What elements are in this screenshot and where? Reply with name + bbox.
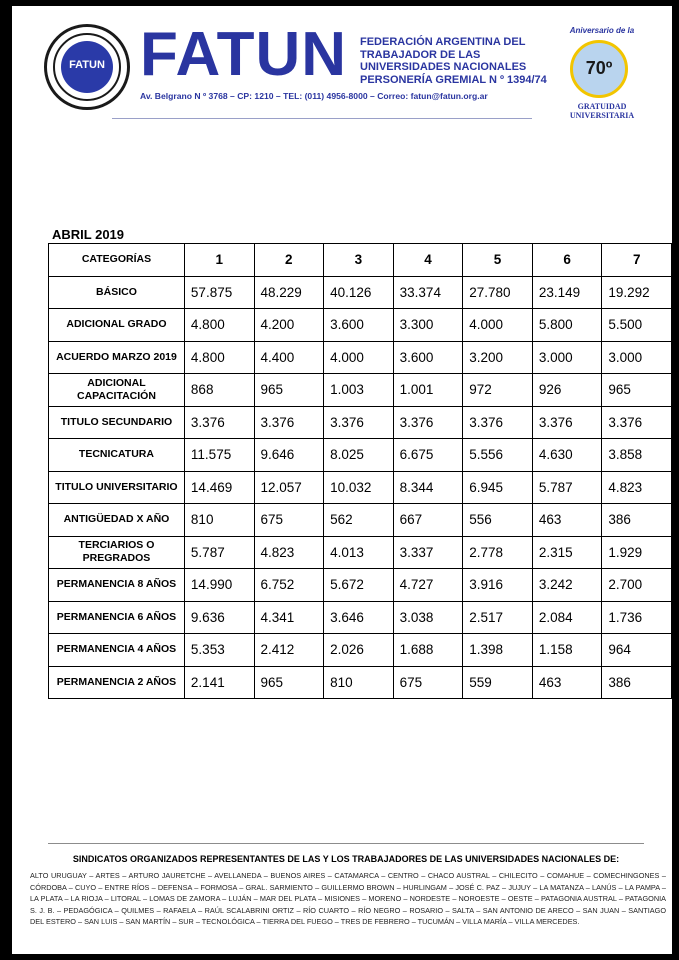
table-cell: 810 <box>184 504 254 537</box>
header-divider <box>112 118 532 119</box>
table-title: ABRIL 2019 <box>52 227 125 242</box>
header-category-5: 5 <box>463 244 533 277</box>
table-cell: 2.412 <box>254 634 324 667</box>
federation-line: FEDERACIÓN ARGENTINA DEL <box>360 36 526 48</box>
table-cell: 3.000 <box>602 341 672 374</box>
header-category-3: 3 <box>324 244 394 277</box>
table-cell: 1.158 <box>532 634 602 667</box>
table-cell: 3.376 <box>602 406 672 439</box>
table-cell: 3.600 <box>324 309 394 342</box>
table-cell: 4.341 <box>254 601 324 634</box>
row-label: TITULO SECUNDARIO <box>49 406 185 439</box>
brand-title: FATUN <box>140 20 348 89</box>
row-label: PERMANENCIA 6 AÑOS <box>49 601 185 634</box>
scan-edge <box>0 0 8 320</box>
row-label: TECNICATURA <box>49 439 185 472</box>
table-cell: 10.032 <box>324 471 394 504</box>
table-row <box>49 666 672 699</box>
table-cell: 2.700 <box>602 569 672 602</box>
row-label: ACUERDO MARZO 2019 <box>49 341 185 374</box>
table-cell: 6.945 <box>463 471 533 504</box>
table-row <box>49 341 672 374</box>
table-row <box>49 634 672 667</box>
table-row <box>49 406 672 439</box>
federation-name <box>360 36 547 86</box>
table-cell: 3.300 <box>393 309 463 342</box>
table-cell: 48.229 <box>254 276 324 309</box>
row-label: ADICIONAL GRADO <box>49 309 185 342</box>
table-cell: 5.500 <box>602 309 672 342</box>
table-cell: 27.780 <box>463 276 533 309</box>
table-cell: 3.600 <box>393 341 463 374</box>
table-cell: 3.038 <box>393 601 463 634</box>
table-cell: 4.727 <box>393 569 463 602</box>
table-cell: 2.517 <box>463 601 533 634</box>
table-cell: 868 <box>184 374 254 407</box>
table-cell: 57.875 <box>184 276 254 309</box>
table-cell: 5.672 <box>324 569 394 602</box>
table-cell: 3.376 <box>184 406 254 439</box>
table-cell: 4.200 <box>254 309 324 342</box>
table-header-row <box>49 244 672 277</box>
row-label: ADICIONAL CAPACITACIÓN <box>49 374 185 407</box>
table-cell: 4.013 <box>324 536 394 569</box>
table-cell: 386 <box>602 666 672 699</box>
table-row <box>49 439 672 472</box>
table-cell: 4.800 <box>184 341 254 374</box>
table-cell: 4.000 <box>324 341 394 374</box>
table-cell: 3.337 <box>393 536 463 569</box>
header-category-2: 2 <box>254 244 324 277</box>
row-label: BÁSICO <box>49 276 185 309</box>
table-cell: 8.344 <box>393 471 463 504</box>
table-cell: 965 <box>254 666 324 699</box>
table-cell: 3.376 <box>393 406 463 439</box>
table-cell: 4.800 <box>184 309 254 342</box>
table-cell: 386 <box>602 504 672 537</box>
table-cell: 1.398 <box>463 634 533 667</box>
table-cell: 4.823 <box>254 536 324 569</box>
row-label: TITULO UNIVERSITARIO <box>49 471 185 504</box>
table-cell: 667 <box>393 504 463 537</box>
table-cell: 675 <box>254 504 324 537</box>
table-cell: 965 <box>254 374 324 407</box>
header-categorias: CATEGORÍAS <box>49 244 185 277</box>
table-cell: 11.575 <box>184 439 254 472</box>
table-row <box>49 471 672 504</box>
table-cell: 2.315 <box>532 536 602 569</box>
header-category-6: 6 <box>532 244 602 277</box>
table-cell: 12.057 <box>254 471 324 504</box>
salary-table <box>48 243 672 699</box>
table-cell: 6.675 <box>393 439 463 472</box>
table-cell: 3.242 <box>532 569 602 602</box>
table-row <box>49 374 672 407</box>
table-cell: 1.003 <box>324 374 394 407</box>
table-cell: 23.149 <box>532 276 602 309</box>
table-cell: 559 <box>463 666 533 699</box>
table-cell: 675 <box>393 666 463 699</box>
table-cell: 4.630 <box>532 439 602 472</box>
table-cell: 2.084 <box>532 601 602 634</box>
anniversary-bottom-text: GRATUIDAD UNIVERSITARIA <box>569 102 635 120</box>
document-page <box>12 6 672 954</box>
table-row <box>49 276 672 309</box>
header-category-1: 1 <box>184 244 254 277</box>
table-row <box>49 536 672 569</box>
table-row <box>49 309 672 342</box>
table-cell: 5.353 <box>184 634 254 667</box>
contact-address: Av. Belgrano N º 3768 – CP: 1210 – TEL: (011) 4956-8000 – Correo: fatun@fatun.org.ar <box>140 91 488 101</box>
table-cell: 3.376 <box>463 406 533 439</box>
fatun-seal-logo <box>44 24 130 110</box>
table-cell: 463 <box>532 666 602 699</box>
anniversary-top-text: Aniversario de la <box>569 26 635 35</box>
footer-title: SINDICATOS ORGANIZADOS REPRESENTANTES DE LAS Y LOS TRABAJADORES DE LAS UNIVERSIDADES NACIONALES DE: <box>72 854 620 864</box>
table-cell: 4.000 <box>463 309 533 342</box>
table-cell: 3.646 <box>324 601 394 634</box>
anniversary-number: 70º <box>585 58 613 78</box>
table-cell: 19.292 <box>602 276 672 309</box>
table-cell: 5.800 <box>532 309 602 342</box>
anniversary-logo <box>560 26 644 120</box>
table-cell: 3.376 <box>254 406 324 439</box>
table-cell: 3.376 <box>532 406 602 439</box>
table-cell: 8.025 <box>324 439 394 472</box>
table-cell: 3.000 <box>532 341 602 374</box>
table-cell: 562 <box>324 504 394 537</box>
table-cell: 3.200 <box>463 341 533 374</box>
table-cell: 5.787 <box>184 536 254 569</box>
table-cell: 965 <box>602 374 672 407</box>
table-cell: 5.556 <box>463 439 533 472</box>
table-row <box>49 569 672 602</box>
table-cell: 3.376 <box>324 406 394 439</box>
table-cell: 40.126 <box>324 276 394 309</box>
table-cell: 9.636 <box>184 601 254 634</box>
seal-center <box>61 41 113 93</box>
footer-unions-list: ALTO URUGUAY – ARTES – ARTURO JAURETCHE – AVELLANEDA – BUENOS AIRES – CATAMARCA – CENTRO – CHACO AUSTRAL – CHILECITO – COMAHUE – COMECHINGONES – CÓRDOBA – CUYO – ENTRE RÍOS – DEFENSA – FORMOSA – GRAL. SARMIENTO – GUILLERMO BROWN – HURLINGAM – JOSÉ C. PAZ – JUJUY – LA MATANZA – LANÚS – LA PAMPA – LA PLATA – LA RIOJA – LITORAL – LOMAS DE ZAMORA – LUJÁN – MAR DEL PLATA – MISIONES – MORENO – NORDESTE – NOROESTE – OESTE – PATAGONIA AUSTRAL – PATAGONIA S. J. B. – PEDAGÓGICA – QUILMES – RAFAELA – RAÚL SCALABRINI ORTIZ – RÍO CUARTO – RÍO NEGRO – ROSARIO – SALTA – SAN ANTONIO DE ARECO – SAN JUAN – SANTIAGO DEL ESTERO – SAN LUIS – SAN MARTÍN – SUR – TECNOLÓGICA – TIERRA DEL FUEGO – TRES DE FEBRERO – TUCUMÁN – VILLA MARÍA – VILLA MERCEDES. <box>30 871 666 926</box>
table-cell: 2.141 <box>184 666 254 699</box>
federation-line: UNIVERSIDADES NACIONALES <box>360 61 527 73</box>
table-cell: 1.688 <box>393 634 463 667</box>
table-cell: 3.858 <box>602 439 672 472</box>
seal-text: FATUN <box>69 59 105 71</box>
table-cell: 972 <box>463 374 533 407</box>
row-label: PERMANENCIA 2 AÑOS <box>49 666 185 699</box>
row-label: TERCIARIOS O PREGRADOS <box>49 536 185 569</box>
footer-divider <box>48 843 644 844</box>
table-cell: 2.778 <box>463 536 533 569</box>
table-cell: 4.400 <box>254 341 324 374</box>
table-cell: 14.990 <box>184 569 254 602</box>
table-cell: 1.929 <box>602 536 672 569</box>
row-label: ANTIGÜEDAD X AÑO <box>49 504 185 537</box>
table-cell: 810 <box>324 666 394 699</box>
table-cell: 33.374 <box>393 276 463 309</box>
table-cell: 2.026 <box>324 634 394 667</box>
table-cell: 1.001 <box>393 374 463 407</box>
table-cell: 926 <box>532 374 602 407</box>
table-cell: 14.469 <box>184 471 254 504</box>
table-cell: 964 <box>602 634 672 667</box>
table-cell: 9.646 <box>254 439 324 472</box>
row-label: PERMANENCIA 8 AÑOS <box>49 569 185 602</box>
federation-line: PERSONERÍA GREMIAL N º 1394/74 <box>360 73 547 86</box>
table-cell: 4.823 <box>602 471 672 504</box>
table-cell: 556 <box>463 504 533 537</box>
table-row <box>49 601 672 634</box>
table-row <box>49 504 672 537</box>
table-cell: 3.916 <box>463 569 533 602</box>
table-cell: 463 <box>532 504 602 537</box>
table-cell: 1.736 <box>602 601 672 634</box>
table-cell: 5.787 <box>532 471 602 504</box>
table-cell: 6.752 <box>254 569 324 602</box>
federation-line: TRABAJADOR DE LAS <box>360 48 481 61</box>
row-label: PERMANENCIA 4 AÑOS <box>49 634 185 667</box>
header-category-7: 7 <box>602 244 672 277</box>
header-category-4: 4 <box>393 244 463 277</box>
